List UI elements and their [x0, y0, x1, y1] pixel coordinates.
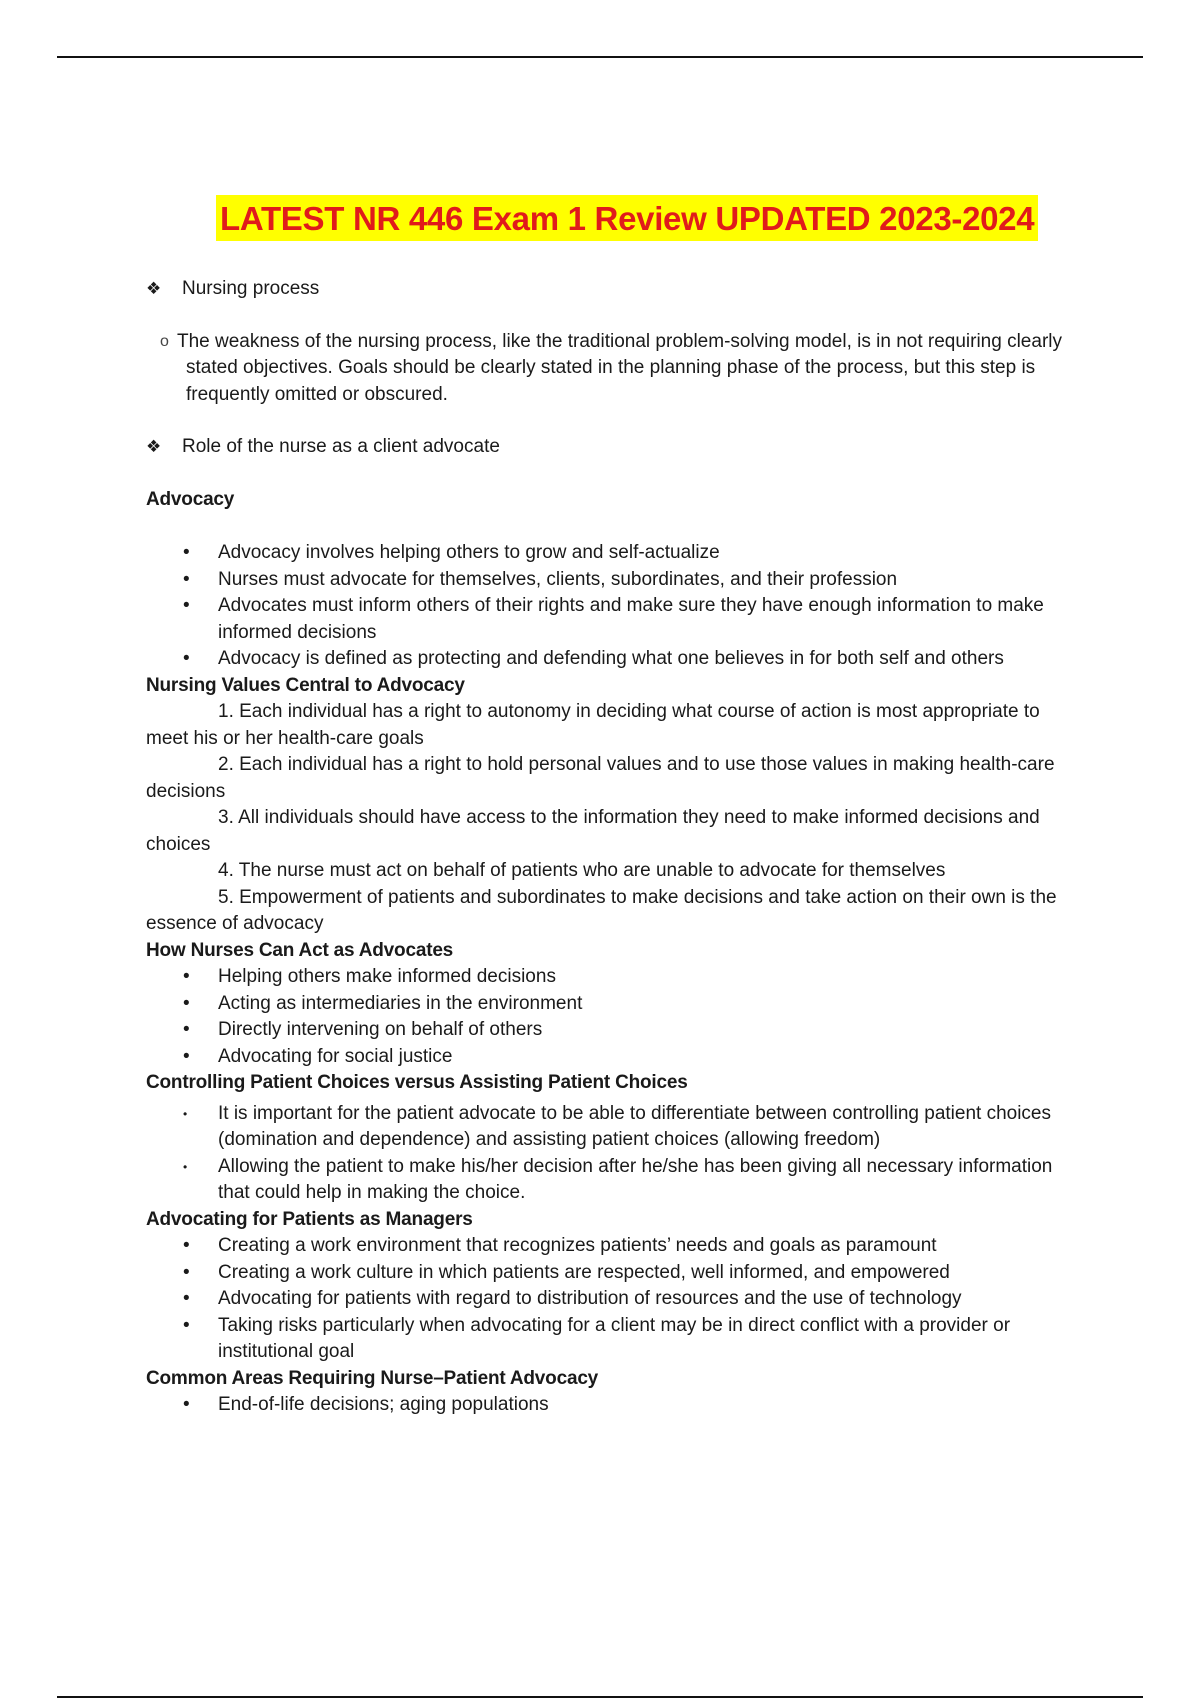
- how-nurses-list: [146, 964, 1086, 1070]
- bullet-icon: •: [183, 1261, 190, 1283]
- bullet-icon: •: [183, 1235, 190, 1256]
- bullet-icon: •: [183, 992, 190, 1014]
- section-heading-how-nurses: How Nurses Can Act as Advocates: [146, 939, 454, 961]
- list-item: • Advocating for patients with regard to distribution of resources and the use of technology: [146, 1286, 1086, 1313]
- bullet-icon: •: [183, 966, 190, 987]
- list-item: • Acting as intermediaries in the environment: [146, 991, 1086, 1018]
- managers-list: [146, 1233, 1086, 1366]
- numbered-item: 1. Each individual has a right to autonomy in deciding what course of action is most appropriate to meet his or her health-care goals: [146, 701, 1040, 749]
- section-heading-managers: Advocating for Patients as Managers: [146, 1208, 473, 1230]
- nursing-process-note: [160, 329, 1086, 409]
- diamond-bullet-icon: ❖: [146, 279, 162, 298]
- topic-label: Nursing process: [182, 278, 320, 299]
- bullet-icon: •: [183, 1106, 188, 1121]
- section-heading-common-areas: Common Areas Requiring Nurse–Patient Advocacy: [146, 1367, 599, 1389]
- section-heading-controlling: Controlling Patient Choices versus Assisting Patient Choices: [146, 1072, 688, 1093]
- top-rule: [57, 56, 1143, 58]
- circle-bullet-icon: o: [160, 332, 169, 350]
- list-item: • Taking risks particularly when advocating for a client may be in direct conflict with a provider or institutional goal: [183, 1314, 1011, 1362]
- topic-nursing-process: [146, 276, 1086, 303]
- bullet-icon: •: [183, 568, 190, 590]
- section-heading-values: Nursing Values Central to Advocacy: [146, 674, 465, 696]
- section-heading-advocacy: Advocacy: [146, 488, 235, 510]
- list-item: • Allowing the patient to make his/her decision after he/she has been giving all necessary information that could help in making the choice.: [183, 1155, 1053, 1203]
- numbered-item: 4. The nurse must act on behalf of patients who are unable to advocate for themselves: [218, 860, 946, 881]
- advocacy-list: [146, 540, 1086, 673]
- note-text: The weakness of the nursing process, like the traditional problem-solving model, is in not requiring clearly stated objectives. Goals should be clearly stated in the planning phase of the process, but this step is frequently omitted or obscured.: [177, 330, 1062, 405]
- document-title: LATEST NR 446 Exam 1 Review UPDATED 2023-2024: [216, 195, 1038, 241]
- list-item: • Advocating for social justice: [146, 1044, 1086, 1071]
- list-item: • Directly intervening on behalf of others: [146, 1017, 1086, 1044]
- controlling-list: [146, 1101, 1086, 1207]
- bullet-icon: •: [183, 1288, 190, 1309]
- bullet-icon: •: [183, 1394, 190, 1415]
- bullet-icon: •: [183, 1045, 190, 1067]
- bullet-icon: •: [183, 1314, 190, 1336]
- values-list: [146, 699, 1086, 938]
- topic-client-advocate: [146, 434, 1086, 461]
- numbered-item: 5. Empowerment of patients and subordinates to make decisions and take action on their own is the essence of advocacy: [146, 886, 1057, 934]
- topic-label: Role of the nurse as a client advocate: [182, 436, 500, 457]
- list-item: • It is important for the patient advocate to be able to differentiate between controlling patient choices (domination and dependence) and assisting patient choices (allowing freedom): [183, 1102, 1052, 1150]
- bullet-icon: •: [183, 595, 190, 616]
- list-item: • Advocacy is defined as protecting and defending what one believes in for both self and others: [146, 646, 1086, 673]
- list-item: • Creating a work environment that recognizes patients’ needs and goals as paramount: [146, 1233, 1086, 1260]
- list-item: • Advocates must inform others of their rights and make sure they have enough information to make informed decisions: [183, 595, 1044, 643]
- numbered-item: 2. Each individual has a right to hold personal values and to use those values in making health-care decisions: [146, 754, 1055, 802]
- bullet-icon: •: [183, 1159, 188, 1174]
- diamond-bullet-icon: ❖: [146, 437, 162, 456]
- common-areas-list: [146, 1392, 1086, 1419]
- list-item: • Creating a work culture in which patients are respected, well informed, and empowered: [146, 1260, 1086, 1287]
- list-item: • Nurses must advocate for themselves, clients, subordinates, and their profession: [146, 567, 1086, 594]
- bullet-icon: •: [183, 1019, 190, 1040]
- numbered-item: 3. All individuals should have access to the information they need to make informed decisions and choices: [146, 807, 1040, 855]
- list-item: • Helping others make informed decisions: [146, 964, 1086, 991]
- bullet-icon: •: [183, 648, 190, 669]
- bottom-rule: [57, 1696, 1143, 1698]
- list-item: • Advocacy involves helping others to grow and self-actualize: [146, 540, 1086, 567]
- document-body: [146, 276, 1086, 1419]
- bullet-icon: •: [183, 542, 190, 563]
- list-item: • End-of-life decisions; aging populations: [146, 1392, 1086, 1419]
